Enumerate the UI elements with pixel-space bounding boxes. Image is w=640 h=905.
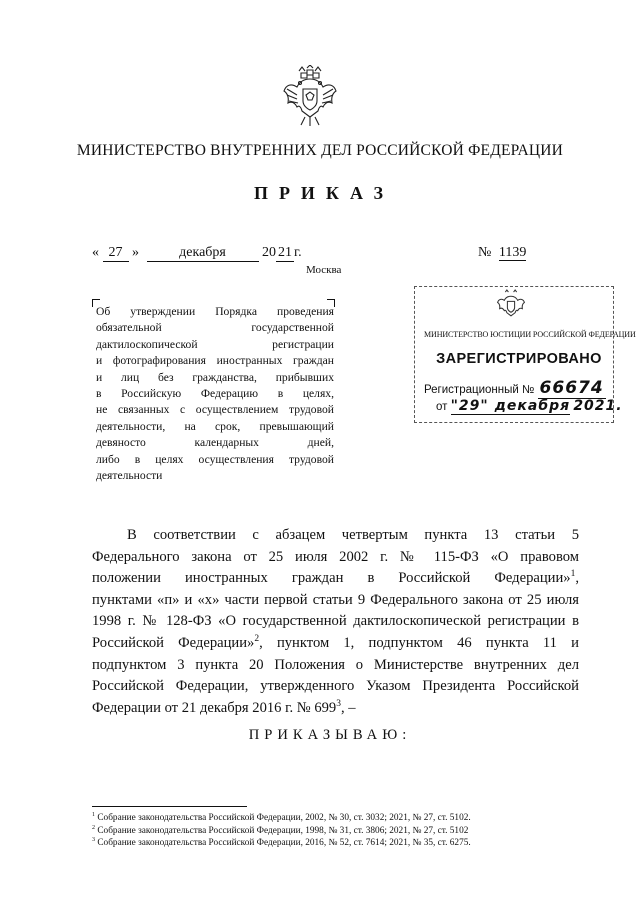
body-line: пунктами «п» и «х» части первой статьи 9 Федерального закона от 25 июля <box>92 591 579 608</box>
stamp-registration-number <box>424 378 606 398</box>
document-type-heading: ПРИКАЗ <box>253 183 395 203</box>
subject-line: не связанных с осуществлением трудовой <box>96 403 334 417</box>
preamble-paragraph <box>92 525 579 719</box>
date-month: декабря <box>147 245 259 262</box>
order-subject <box>96 304 334 484</box>
body-line: 1998 г. № 128-ФЗ «О государственной дактилоскопической регистрации в <box>92 613 579 630</box>
date-day: 27 <box>103 245 129 262</box>
body-line: Российской Федерации, утвержденного Указом Президента Российской <box>92 678 579 695</box>
body-line: Федерации от 21 декабря 2016 г. № $699^3$, – <box>92 698 356 716</box>
footnote-ref-1: 1 <box>570 569 576 580</box>
stamp-date-year: 2021. <box>573 398 623 414</box>
footnotes <box>92 812 562 850</box>
subject-line: Об утверждении Порядка проведения <box>96 305 334 318</box>
number-sign: № <box>478 245 492 260</box>
date-year-suffix: 21 <box>278 245 292 260</box>
stamp-registration-date <box>436 398 623 414</box>
subject-line: деятельности, на срок, превышающий <box>96 419 334 433</box>
subject-line: в Российскую Федерацию в целях, <box>96 387 334 401</box>
footnote-item: $^3$ Собрание законодательства Российской Федерации, 2016, № 52, ст. 7614; 2021, № 35, ст. 6275. <box>92 837 471 849</box>
subject-line: и фотографирования иностранных граждан <box>96 354 334 368</box>
subject-line: деятельности <box>96 469 163 483</box>
stamp-reg-label: Регистрационный № <box>424 384 535 396</box>
subject-line: и лиц без гражданства, прибывших <box>96 370 334 384</box>
stamp-ministry: МИНИСТЕРСТВО ЮСТИЦИИ РОССИЙСКОЙ ФЕДЕРАЦИИ <box>424 330 636 339</box>
date-year-prefix: 20 <box>262 245 276 260</box>
document-date <box>92 245 302 262</box>
footnote-ref-2: 2 <box>254 634 260 645</box>
stamp-date-label: от <box>436 401 448 413</box>
footnote-item: $^1$ Собрание законодательства Российской Федерации, 2002, № 30, ст. 3032; 2021, № 27, ст. 5102. <box>92 811 471 823</box>
footnote-divider <box>92 806 247 807</box>
document-number <box>478 245 526 261</box>
body-line: Федерального закона от 25 июля 2002 г. № 115-ФЗ «О правовом <box>92 548 579 565</box>
date-open-quote: « <box>92 245 99 260</box>
order-word: ПРИКАЗЫВАЮ: <box>248 727 412 743</box>
stamp-emblem <box>497 289 525 321</box>
subject-line: девяносто календарных дней, <box>96 436 334 450</box>
number-value: 1139 <box>498 245 527 260</box>
date-year-unit: г. <box>294 245 302 260</box>
date-close-quote: » <box>132 245 139 260</box>
footnote-item: $^2$ Собрание законодательства Российской Федерации, 1998, № 31, ст. 3806; 2021, № 27, ст. 5102 <box>92 824 469 836</box>
stamp-reg-number-handwritten: 66674 <box>539 378 604 398</box>
stamp-date-handwritten: "29" декабря <box>450 398 571 414</box>
city-label: Москва <box>306 264 342 276</box>
stamp-registered: ЗАРЕГИСТРИРОВАНО <box>436 351 602 367</box>
body-line: подпунктом 3 пункта 20 Положения о Министерстве внутренних дел <box>92 656 579 673</box>
body-line: В соответствии с абзацем четвертым пункта 13 статьи 5 <box>127 527 579 543</box>
coat-of-arms-emblem <box>283 65 337 127</box>
body-line: положении иностранных граждан в Российской Федерации»$^1$, <box>92 569 579 587</box>
ministry-title: МИНИСТЕРСТВО ВНУТРЕННИХ ДЕЛ РОССИЙСКОЙ ФЕДЕРАЦИИ <box>76 142 564 159</box>
body-line: Российской Федерации»$^2$, пунктом 1, подпунктом 46 пункта 11 и <box>92 634 579 651</box>
subject-line: обязательной государственной <box>96 321 334 335</box>
footnote-ref-3: 3 <box>336 698 341 709</box>
subject-line: дактилоскопической регистрации <box>96 337 334 351</box>
subject-line: либо в целях осуществления трудовой <box>96 452 334 466</box>
